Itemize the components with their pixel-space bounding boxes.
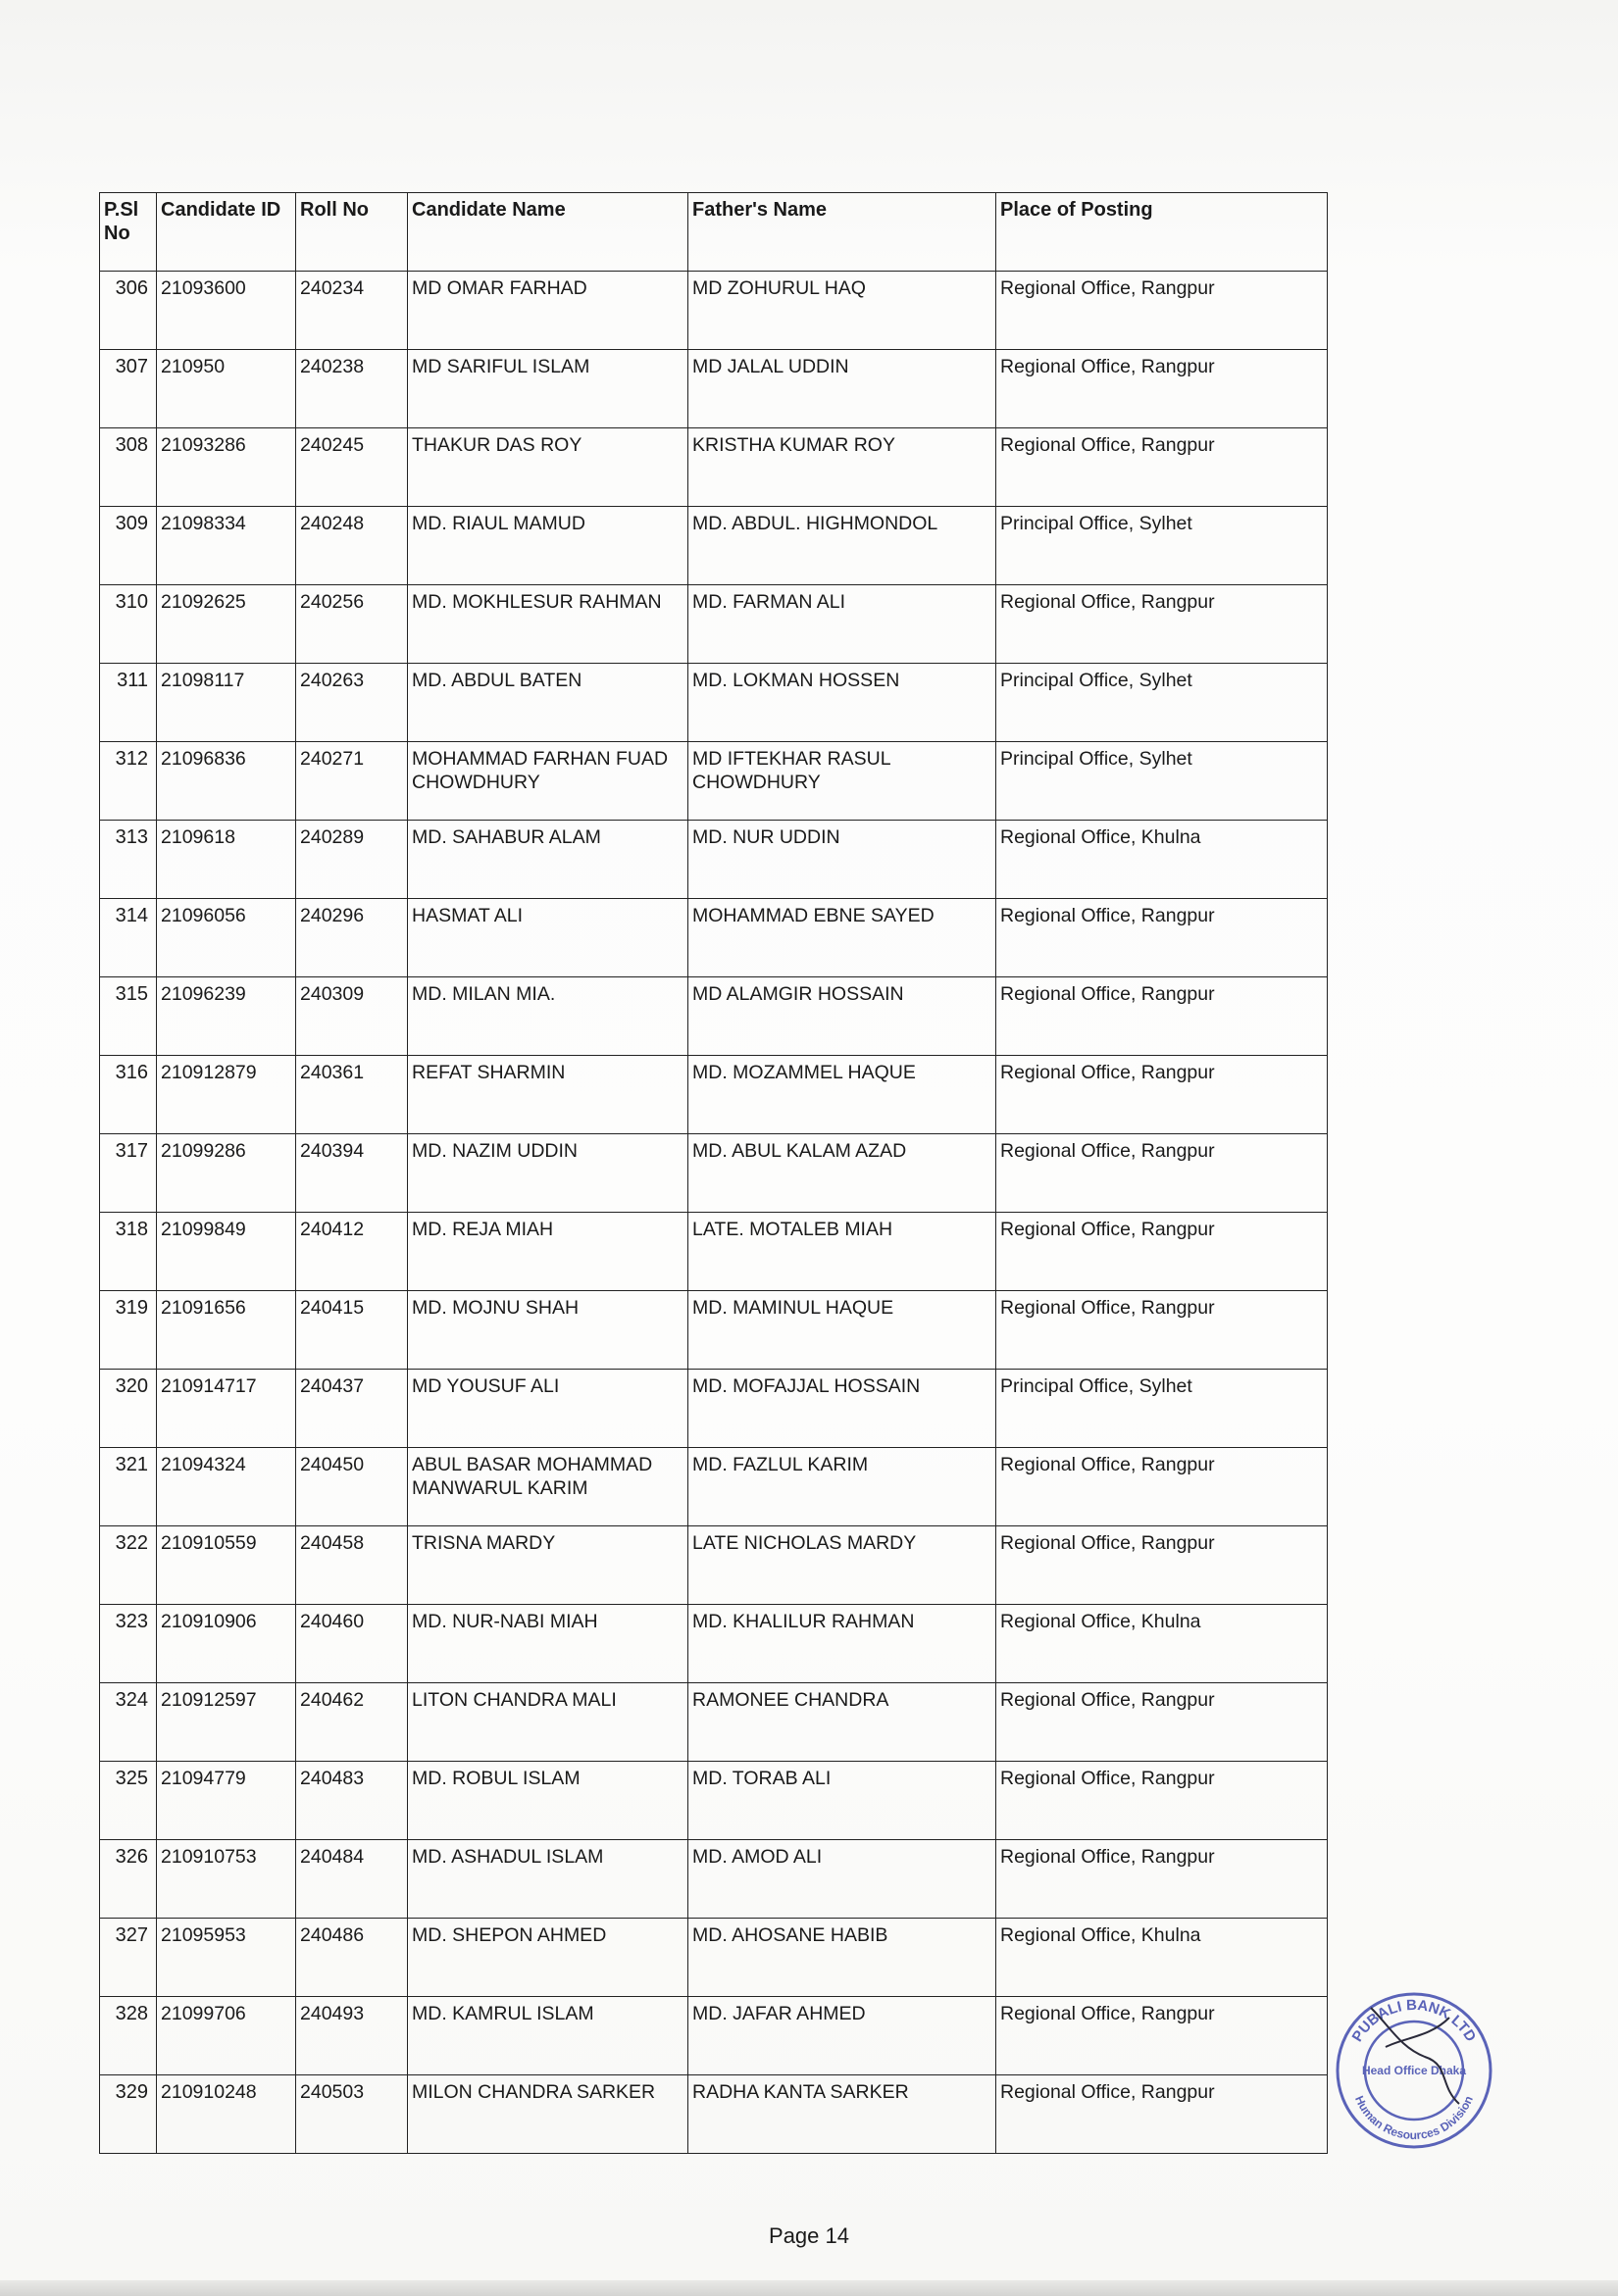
cell-place-of-posting: Regional Office, Rangpur xyxy=(996,1448,1328,1526)
cell-sl-no: 317 xyxy=(100,1134,157,1213)
cell-candidate-name: MD. MOJNU SHAH xyxy=(408,1291,688,1370)
cell-sl-no: 324 xyxy=(100,1683,157,1762)
table-row xyxy=(100,1448,1328,1526)
cell-candidate-id: 21099849 xyxy=(157,1213,296,1291)
cell-candidate-id: 210912597 xyxy=(157,1683,296,1762)
table-row xyxy=(100,428,1328,507)
table-row xyxy=(100,1997,1328,2075)
cell-roll-no: 240296 xyxy=(296,899,408,977)
cell-candidate-id: 210910906 xyxy=(157,1605,296,1683)
cell-place-of-posting: Regional Office, Rangpur xyxy=(996,1840,1328,1919)
cell-place-of-posting: Regional Office, Rangpur xyxy=(996,899,1328,977)
cell-candidate-name: MD. ASHADUL ISLAM xyxy=(408,1840,688,1919)
cell-sl-no: 307 xyxy=(100,350,157,428)
cell-roll-no: 240245 xyxy=(296,428,408,507)
candidate-posting-table xyxy=(99,192,1328,2154)
page-number: Page 14 xyxy=(769,2223,849,2248)
cell-place-of-posting: Regional Office, Rangpur xyxy=(996,977,1328,1056)
header-place-of-posting: Place of Posting xyxy=(996,193,1328,272)
cell-fathers-name: MD. KHALILUR RAHMAN xyxy=(688,1605,996,1683)
table-row xyxy=(100,507,1328,585)
table-row xyxy=(100,1919,1328,1997)
cell-place-of-posting: Principal Office, Sylhet xyxy=(996,507,1328,585)
table-row xyxy=(100,742,1328,821)
cell-candidate-id: 21098334 xyxy=(157,507,296,585)
table-row xyxy=(100,2075,1328,2154)
table-row xyxy=(100,1056,1328,1134)
cell-candidate-name: TRISNA MARDY xyxy=(408,1526,688,1605)
cell-candidate-name: HASMAT ALI xyxy=(408,899,688,977)
cell-candidate-name: ABUL BASAR MOHAMMAD MANWARUL KARIM xyxy=(408,1448,688,1526)
cell-fathers-name: MD. ABUL KALAM AZAD xyxy=(688,1134,996,1213)
cell-fathers-name: RAMONEE CHANDRA xyxy=(688,1683,996,1762)
header-roll-no: Roll No xyxy=(296,193,408,272)
table-row xyxy=(100,1526,1328,1605)
cell-place-of-posting: Regional Office, Khulna xyxy=(996,821,1328,899)
cell-fathers-name: MD IFTEKHAR RASUL CHOWDHURY xyxy=(688,742,996,821)
cell-sl-no: 306 xyxy=(100,272,157,350)
cell-candidate-name: MD. SAHABUR ALAM xyxy=(408,821,688,899)
cell-fathers-name: MD ZOHURUL HAQ xyxy=(688,272,996,350)
cell-place-of-posting: Regional Office, Khulna xyxy=(996,1605,1328,1683)
cell-candidate-name: MD YOUSUF ALI xyxy=(408,1370,688,1448)
cell-roll-no: 240309 xyxy=(296,977,408,1056)
cell-candidate-name: MD. ROBUL ISLAM xyxy=(408,1762,688,1840)
cell-sl-no: 329 xyxy=(100,2075,157,2154)
cell-candidate-id: 21099286 xyxy=(157,1134,296,1213)
head-office-stamp xyxy=(1332,1988,1496,2153)
cell-candidate-id: 210910559 xyxy=(157,1526,296,1605)
cell-fathers-name: MD. ABDUL. HIGHMONDOL xyxy=(688,507,996,585)
cell-candidate-id: 21098117 xyxy=(157,664,296,742)
cell-fathers-name: MD. MOZAMMEL HAQUE xyxy=(688,1056,996,1134)
cell-candidate-name: MD SARIFUL ISLAM xyxy=(408,350,688,428)
cell-candidate-id: 21099706 xyxy=(157,1997,296,2075)
cell-candidate-name: MD OMAR FARHAD xyxy=(408,272,688,350)
cell-place-of-posting: Principal Office, Sylhet xyxy=(996,1370,1328,1448)
cell-roll-no: 240458 xyxy=(296,1526,408,1605)
cell-sl-no: 323 xyxy=(100,1605,157,1683)
cell-candidate-id: 210912879 xyxy=(157,1056,296,1134)
cell-place-of-posting: Principal Office, Sylhet xyxy=(996,742,1328,821)
cell-place-of-posting: Regional Office, Khulna xyxy=(996,1919,1328,1997)
cell-place-of-posting: Regional Office, Rangpur xyxy=(996,1683,1328,1762)
cell-roll-no: 240483 xyxy=(296,1762,408,1840)
cell-place-of-posting: Regional Office, Rangpur xyxy=(996,428,1328,507)
cell-candidate-name: MILON CHANDRA SARKER xyxy=(408,2075,688,2154)
cell-fathers-name: MD. MAMINUL HAQUE xyxy=(688,1291,996,1370)
cell-candidate-id: 210950 xyxy=(157,350,296,428)
cell-fathers-name: MD. JAFAR AHMED xyxy=(688,1997,996,2075)
cell-candidate-name: MD. RIAUL MAMUD xyxy=(408,507,688,585)
stamp-bottom-text: Human Resources Division xyxy=(1352,2093,1476,2143)
cell-fathers-name: RADHA KANTA SARKER xyxy=(688,2075,996,2154)
cell-place-of-posting: Regional Office, Rangpur xyxy=(996,1134,1328,1213)
cell-fathers-name: MD. LOKMAN HOSSEN xyxy=(688,664,996,742)
cell-place-of-posting: Regional Office, Rangpur xyxy=(996,2075,1328,2154)
cell-sl-no: 320 xyxy=(100,1370,157,1448)
cell-candidate-id: 21096056 xyxy=(157,899,296,977)
cell-roll-no: 240248 xyxy=(296,507,408,585)
cell-place-of-posting: Regional Office, Rangpur xyxy=(996,272,1328,350)
cell-roll-no: 240450 xyxy=(296,1448,408,1526)
cell-candidate-name: REFAT SHARMIN xyxy=(408,1056,688,1134)
cell-candidate-id: 21095953 xyxy=(157,1919,296,1997)
cell-fathers-name: KRISTHA KUMAR ROY xyxy=(688,428,996,507)
cell-candidate-name: MD. ABDUL BATEN xyxy=(408,664,688,742)
table-row xyxy=(100,1213,1328,1291)
cell-place-of-posting: Regional Office, Rangpur xyxy=(996,350,1328,428)
cell-place-of-posting: Regional Office, Rangpur xyxy=(996,1291,1328,1370)
cell-candidate-id: 21092625 xyxy=(157,585,296,664)
cell-roll-no: 240289 xyxy=(296,821,408,899)
cell-roll-no: 240271 xyxy=(296,742,408,821)
table-row xyxy=(100,1762,1328,1840)
cell-sl-no: 310 xyxy=(100,585,157,664)
cell-candidate-id: 210910753 xyxy=(157,1840,296,1919)
cell-fathers-name: MD. AHOSANE HABIB xyxy=(688,1919,996,1997)
cell-roll-no: 240437 xyxy=(296,1370,408,1448)
cell-fathers-name: MOHAMMAD EBNE SAYED xyxy=(688,899,996,977)
cell-sl-no: 315 xyxy=(100,977,157,1056)
cell-fathers-name: MD. AMOD ALI xyxy=(688,1840,996,1919)
table-row xyxy=(100,1370,1328,1448)
header-candidate-name: Candidate Name xyxy=(408,193,688,272)
table-body xyxy=(100,272,1328,2154)
cell-sl-no: 314 xyxy=(100,899,157,977)
table-row xyxy=(100,899,1328,977)
cell-candidate-id: 210910248 xyxy=(157,2075,296,2154)
cell-candidate-name: MD. NAZIM UDDIN xyxy=(408,1134,688,1213)
cell-candidate-id: 21091656 xyxy=(157,1291,296,1370)
cell-place-of-posting: Regional Office, Rangpur xyxy=(996,1213,1328,1291)
scan-bottom-edge xyxy=(0,2280,1618,2296)
cell-place-of-posting: Regional Office, Rangpur xyxy=(996,1056,1328,1134)
cell-fathers-name: MD. FARMAN ALI xyxy=(688,585,996,664)
table-row xyxy=(100,1840,1328,1919)
cell-sl-no: 328 xyxy=(100,1997,157,2075)
table-row xyxy=(100,585,1328,664)
cell-place-of-posting: Principal Office, Sylhet xyxy=(996,664,1328,742)
cell-roll-no: 240412 xyxy=(296,1213,408,1291)
cell-candidate-name: MD. SHEPON AHMED xyxy=(408,1919,688,1997)
cell-candidate-name: MD. MOKHLESUR RAHMAN xyxy=(408,585,688,664)
header-fathers-name: Father's Name xyxy=(688,193,996,272)
cell-fathers-name: LATE NICHOLAS MARDY xyxy=(688,1526,996,1605)
stamp-center-text: Head Office Dhaka xyxy=(1361,2064,1467,2077)
cell-roll-no: 240503 xyxy=(296,2075,408,2154)
cell-candidate-name: MOHAMMAD FARHAN FUAD CHOWDHURY xyxy=(408,742,688,821)
cell-candidate-name: LITON CHANDRA MALI xyxy=(408,1683,688,1762)
table-row xyxy=(100,1134,1328,1213)
header-candidate-id: Candidate ID xyxy=(157,193,296,272)
cell-sl-no: 313 xyxy=(100,821,157,899)
cell-place-of-posting: Regional Office, Rangpur xyxy=(996,1997,1328,2075)
cell-roll-no: 240415 xyxy=(296,1291,408,1370)
cell-sl-no: 309 xyxy=(100,507,157,585)
cell-roll-no: 240460 xyxy=(296,1605,408,1683)
cell-candidate-id: 2109618 xyxy=(157,821,296,899)
cell-roll-no: 240238 xyxy=(296,350,408,428)
cell-roll-no: 240256 xyxy=(296,585,408,664)
cell-sl-no: 308 xyxy=(100,428,157,507)
cell-fathers-name: MD. FAZLUL KARIM xyxy=(688,1448,996,1526)
cell-roll-no: 240486 xyxy=(296,1919,408,1997)
cell-sl-no: 311 xyxy=(100,664,157,742)
cell-roll-no: 240361 xyxy=(296,1056,408,1134)
table-row xyxy=(100,272,1328,350)
cell-sl-no: 325 xyxy=(100,1762,157,1840)
cell-candidate-id: 210914717 xyxy=(157,1370,296,1448)
cell-sl-no: 318 xyxy=(100,1213,157,1291)
table-row xyxy=(100,1291,1328,1370)
cell-fathers-name: LATE. MOTALEB MIAH xyxy=(688,1213,996,1291)
cell-candidate-name: MD. NUR-NABI MIAH xyxy=(408,1605,688,1683)
cell-sl-no: 326 xyxy=(100,1840,157,1919)
table-row xyxy=(100,1683,1328,1762)
cell-sl-no: 322 xyxy=(100,1526,157,1605)
cell-place-of-posting: Regional Office, Rangpur xyxy=(996,1526,1328,1605)
cell-candidate-name: MD. REJA MIAH xyxy=(408,1213,688,1291)
cell-roll-no: 240462 xyxy=(296,1683,408,1762)
cell-candidate-name: MD. KAMRUL ISLAM xyxy=(408,1997,688,2075)
cell-candidate-id: 21093286 xyxy=(157,428,296,507)
cell-fathers-name: MD. MOFAJJAL HOSSAIN xyxy=(688,1370,996,1448)
cell-sl-no: 321 xyxy=(100,1448,157,1526)
cell-sl-no: 319 xyxy=(100,1291,157,1370)
cell-candidate-id: 21096836 xyxy=(157,742,296,821)
table-row xyxy=(100,977,1328,1056)
cell-candidate-name: THAKUR DAS ROY xyxy=(408,428,688,507)
cell-candidate-id: 21096239 xyxy=(157,977,296,1056)
cell-place-of-posting: Regional Office, Rangpur xyxy=(996,1762,1328,1840)
cell-candidate-name: MD. MILAN MIA. xyxy=(408,977,688,1056)
cell-fathers-name: MD. TORAB ALI xyxy=(688,1762,996,1840)
cell-candidate-id: 21094779 xyxy=(157,1762,296,1840)
cell-roll-no: 240394 xyxy=(296,1134,408,1213)
cell-roll-no: 240263 xyxy=(296,664,408,742)
cell-roll-no: 240234 xyxy=(296,272,408,350)
table-row xyxy=(100,350,1328,428)
cell-place-of-posting: Regional Office, Rangpur xyxy=(996,585,1328,664)
table-row xyxy=(100,1605,1328,1683)
table-row xyxy=(100,821,1328,899)
cell-fathers-name: MD. NUR UDDIN xyxy=(688,821,996,899)
cell-roll-no: 240484 xyxy=(296,1840,408,1919)
header-sl-no: P.Sl No xyxy=(100,193,157,272)
cell-sl-no: 316 xyxy=(100,1056,157,1134)
table-row xyxy=(100,664,1328,742)
stamp-top-text: PUBALI BANK LTD xyxy=(1348,1996,1480,2045)
cell-fathers-name: MD ALAMGIR HOSSAIN xyxy=(688,977,996,1056)
cell-candidate-id: 21094324 xyxy=(157,1448,296,1526)
cell-fathers-name: MD JALAL UDDIN xyxy=(688,350,996,428)
cell-roll-no: 240493 xyxy=(296,1997,408,2075)
cell-sl-no: 312 xyxy=(100,742,157,821)
cell-sl-no: 327 xyxy=(100,1919,157,1997)
table-header-row xyxy=(100,193,1328,272)
cell-candidate-id: 21093600 xyxy=(157,272,296,350)
